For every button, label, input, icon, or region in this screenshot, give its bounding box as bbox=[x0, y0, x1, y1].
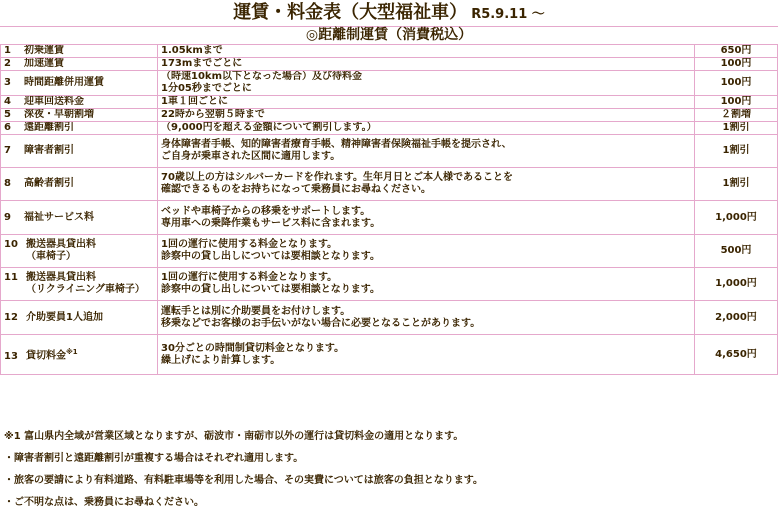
description-line: 22時から翌朝５時まで bbox=[161, 109, 265, 120]
fare-amount: 650円 bbox=[695, 45, 778, 58]
fare-description-cell bbox=[158, 268, 695, 301]
fare-amount: 100円 bbox=[695, 58, 778, 71]
fare-item-cell bbox=[1, 335, 158, 375]
item-name: 深夜・早朝割増 bbox=[24, 109, 94, 120]
item-name-detail: （リクライニング車椅子） bbox=[26, 284, 145, 295]
fare-description-cell bbox=[158, 109, 695, 122]
fare-row bbox=[1, 335, 778, 375]
item-name: 福祉サービス料 bbox=[24, 211, 94, 223]
description-line: 1回の運行に使用する料金となります。 bbox=[161, 272, 338, 283]
item-name: 高齢者割引 bbox=[24, 178, 74, 189]
note-area: ※1 富山県内全域が営業区域となりますが、砺波市・南砺市以外の運行は貸切料金の適用となります。 bbox=[4, 431, 464, 442]
description-line: （時速10km以下となった場合）及び待料金 bbox=[161, 71, 362, 82]
fare-description-cell bbox=[158, 122, 695, 135]
description-line: 専用車への乗降作業もサービス料に含まれます。 bbox=[161, 217, 381, 229]
item-number: 10 bbox=[4, 239, 18, 250]
fare-row bbox=[1, 201, 778, 235]
item-name: 貸切料金 bbox=[26, 350, 66, 362]
description-line: 運転手とは別に介助要員をお付けします。 bbox=[161, 305, 351, 317]
fare-amount: 500円 bbox=[695, 235, 778, 268]
item-name: 搬送器具貸出料 bbox=[26, 272, 96, 283]
note-discount-overlap: ・障害者割引と遠距離割引が重複する場合はそれぞれ適用します。 bbox=[4, 453, 304, 464]
fare-row bbox=[1, 235, 778, 268]
fare-description-cell bbox=[158, 301, 695, 335]
item-name: 迎車回送料金 bbox=[24, 96, 84, 107]
fare-row bbox=[1, 268, 778, 301]
fare-amount: 1,000円 bbox=[695, 201, 778, 235]
item-number: 9 bbox=[4, 211, 11, 223]
fare-amount: ２割増 bbox=[695, 109, 778, 122]
description-line: ベッドや車椅子からの移乗をサポートします。 bbox=[161, 205, 371, 217]
description-line: ご自身が乗車された区間に適用します。 bbox=[161, 151, 341, 162]
description-line: 30分ごとの時間制貸切料金となります。 bbox=[161, 342, 345, 354]
item-number: 13 bbox=[4, 350, 18, 362]
fare-item-cell bbox=[1, 268, 158, 301]
item-name: 初乗運賃 bbox=[24, 45, 64, 56]
description-line: 1車１回ごとに bbox=[161, 96, 228, 107]
fare-row bbox=[1, 58, 778, 71]
fare-item-cell bbox=[1, 122, 158, 135]
fare-description-cell bbox=[158, 235, 695, 268]
item-number: 3 bbox=[4, 77, 11, 88]
fare-item-cell bbox=[1, 71, 158, 96]
note-questions: ・ご不明な点は、乗務員にお尋ねください。 bbox=[4, 497, 204, 508]
item-number: 2 bbox=[4, 58, 11, 69]
fare-row bbox=[1, 109, 778, 122]
fare-row bbox=[1, 122, 778, 135]
description-line: 1回の運行に使用する料金となります。 bbox=[161, 239, 338, 250]
fare-amount: 100円 bbox=[695, 96, 778, 109]
item-number: 6 bbox=[4, 122, 11, 133]
description-line: 70歳以上の方はシルバーカードを作れます。生年月日とご本人様であることを bbox=[161, 172, 513, 183]
title-bar bbox=[0, 0, 778, 27]
item-name: 時間距離併用運賃 bbox=[24, 77, 104, 88]
fare-description-cell bbox=[158, 45, 695, 58]
item-name: 加速運賃 bbox=[24, 58, 64, 69]
item-number: 1 bbox=[4, 45, 11, 56]
note-tolls: ・旅客の要請により有料道路、有料駐車場等を利用した場合、その実費については旅客の負担となります。 bbox=[4, 475, 483, 486]
fare-amount: 1,000円 bbox=[695, 268, 778, 301]
fare-item-cell bbox=[1, 135, 158, 168]
fare-description-cell bbox=[158, 135, 695, 168]
item-number: 11 bbox=[4, 272, 18, 283]
item-number: 5 bbox=[4, 109, 11, 120]
fare-row bbox=[1, 168, 778, 201]
description-line: 173mまでごとに bbox=[161, 58, 243, 69]
fare-amount: 4,650円 bbox=[695, 335, 778, 375]
description-line: 繰上げにより計算します。 bbox=[161, 354, 281, 366]
fare-description-cell bbox=[158, 58, 695, 71]
description-line: 1.05kmまで bbox=[161, 45, 223, 56]
description-line: （9,000円を超える金額について割引します。） bbox=[161, 122, 377, 133]
description-line: 移乗などでお客様のお手伝いがない場合に必要となることがあります。 bbox=[161, 317, 481, 329]
description-line: 確認できるものをお持ちになって乗務員にお尋ねください。 bbox=[161, 184, 431, 195]
item-number: 12 bbox=[4, 311, 18, 323]
item-number: 7 bbox=[4, 145, 11, 156]
notes-section bbox=[4, 426, 774, 514]
footnote-mark: ※1 bbox=[66, 348, 78, 357]
fare-row bbox=[1, 45, 778, 58]
fare-row bbox=[1, 71, 778, 96]
fare-amount: 1割引 bbox=[695, 122, 778, 135]
fare-description-cell bbox=[158, 201, 695, 235]
item-name: 障害者割引 bbox=[24, 145, 74, 156]
fare-item-cell bbox=[1, 45, 158, 58]
fare-description-cell bbox=[158, 71, 695, 96]
item-name-detail: （車椅子） bbox=[26, 251, 76, 262]
fare-item-cell bbox=[1, 96, 158, 109]
description-line: 身体障害者手帳、知的障害者療育手帳、精神障害者保険福祉手帳を提示され、 bbox=[161, 139, 512, 150]
fare-item-cell bbox=[1, 109, 158, 122]
fare-item-cell bbox=[1, 168, 158, 201]
fare-amount: 2,000円 bbox=[695, 301, 778, 335]
description-line: 診察中の貸し出しについては要相談となります。 bbox=[161, 251, 380, 262]
item-number: 4 bbox=[4, 96, 11, 107]
fare-description-cell bbox=[158, 96, 695, 109]
item-name: 介助要員1人追加 bbox=[26, 311, 103, 323]
fare-item-cell bbox=[1, 58, 158, 71]
description-line: 診察中の貸し出しについては要相談となります。 bbox=[161, 284, 380, 295]
page-title: 運賃・料金表（大型福祉車） bbox=[233, 2, 468, 23]
fare-table bbox=[0, 44, 778, 375]
fare-row bbox=[1, 301, 778, 335]
effective-date: R5.9.11 ～ bbox=[471, 7, 545, 22]
fare-amount: 1割引 bbox=[695, 135, 778, 168]
fare-item-cell bbox=[1, 301, 158, 335]
item-number: 8 bbox=[4, 178, 11, 189]
fare-amount: 1割引 bbox=[695, 168, 778, 201]
item-name: 搬送器具貸出料 bbox=[26, 239, 96, 250]
description-line: 1分05秒までごとに bbox=[161, 83, 252, 94]
fare-description-cell bbox=[158, 335, 695, 375]
fare-row bbox=[1, 135, 778, 168]
fare-item-cell bbox=[1, 235, 158, 268]
fare-description-cell bbox=[158, 168, 695, 201]
fare-row bbox=[1, 96, 778, 109]
item-name: 遠距離割引 bbox=[24, 122, 74, 133]
fare-item-cell bbox=[1, 201, 158, 235]
fare-amount: 100円 bbox=[695, 71, 778, 96]
page-subtitle: ◎距離制運賃（消費税込） bbox=[0, 27, 778, 45]
